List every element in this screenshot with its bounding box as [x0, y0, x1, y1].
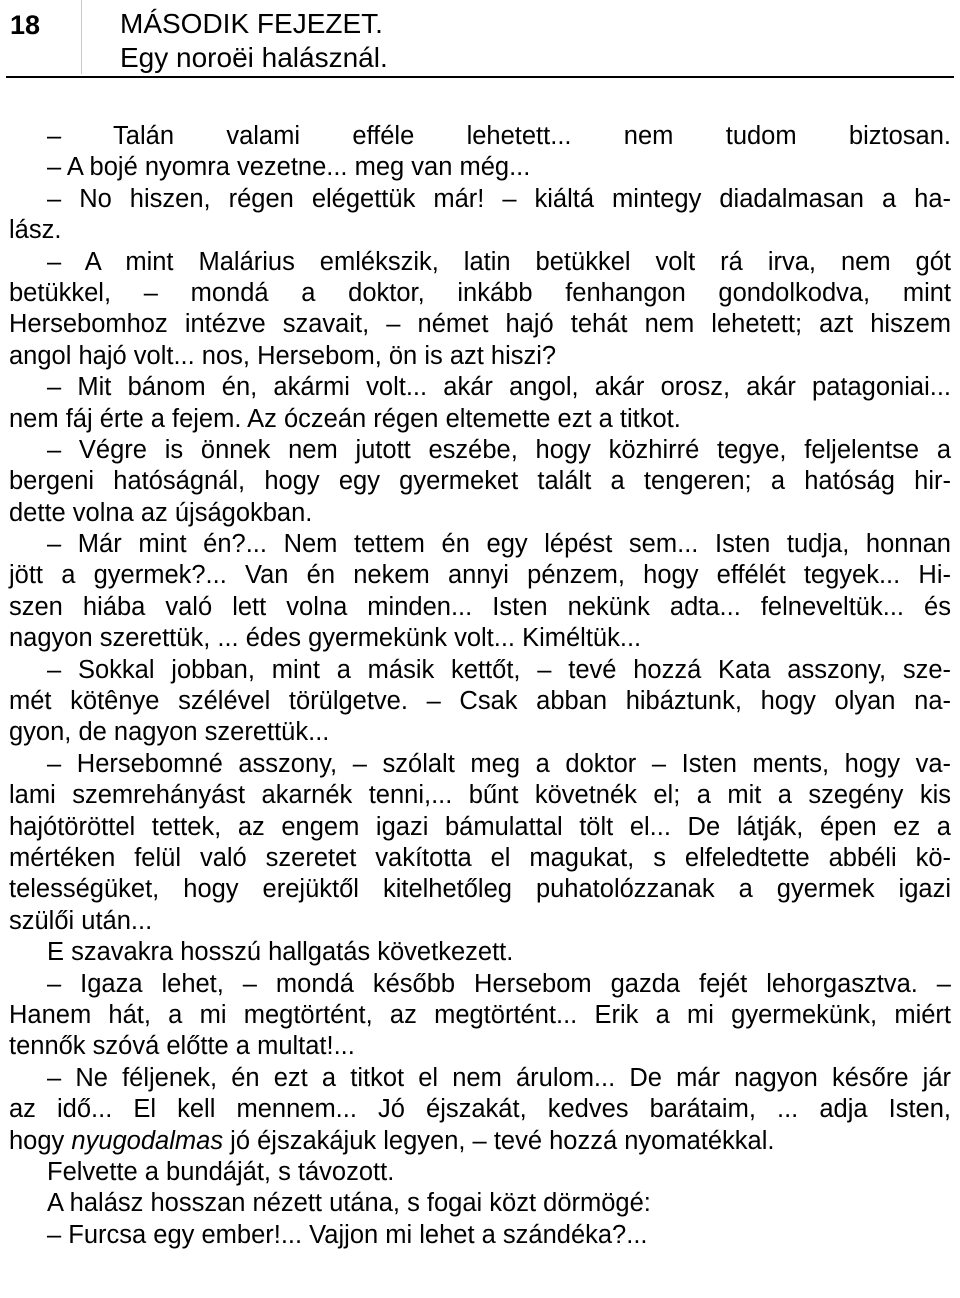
text-line: Felvette a bundáját, s távozott. [47, 1157, 395, 1186]
italic-word: nyugodalmas [71, 1126, 224, 1155]
text-line: – Igaza lehet, – mondá később Hersebom gazda fejét lehorgasztva. – [47, 969, 951, 998]
chapter-title: MÁSODIK FEJEZET. [120, 8, 383, 39]
text-line: – Furcsa egy ember!... Vajjon mi lehet a szándéka?... [47, 1220, 648, 1249]
text-line: gyon, de nagyon szerettük... [9, 718, 330, 747]
text-line: – Talán valami efféle lehetett... nem tudom biztosan. [47, 122, 951, 150]
text-line: – Ne féljenek, én ezt a titkot el nem árulom... De már nagyon későre jár [47, 1063, 951, 1092]
text-line: E szavakra hosszú hallgatás következett. [47, 938, 514, 967]
text-line: hajótöröttel tettek, az engem igazi bámulattal tölt el... De látják, épen ez a [9, 812, 951, 841]
text-line: – A bojé nyomra vezetne... meg van még... [47, 153, 531, 182]
text-line: hogy nyugodalmas jó éjszakájuk legyen, – tevé hozzá nyomatékkal. [9, 1126, 775, 1155]
text-line: – Végre is önnek nem jutott eszébe, hogy közhirré tegye, feljelentse a [47, 435, 951, 464]
body-text [9, 121, 951, 1251]
text-line: bergeni hatóságnál, hogy egy gyermeket talált a tengeren; a hatóság hir- [9, 467, 951, 496]
text-line: nem fáj érte a fejem. Az óczeán régen eltemette ezt a titkot. [9, 404, 681, 433]
text-line: – Sokkal jobban, mint a másik kettőt, – tevé hozzá Kata asszony, sze- [47, 655, 951, 684]
text-line: Hanem hát, a mi megtörtént, az megtörtént... Erik a mi gyermekünk, miért [9, 1000, 951, 1029]
text-line: az idő... El kell mennem... Jó éjszakát, kedves barátaim, ... adja Isten, [9, 1095, 951, 1124]
text-line: nagyon szerettük, ... édes gyermekünk volt... Kiméltük... [9, 624, 642, 653]
header-rule [6, 76, 954, 78]
running-title: Egy noroëi halásznál. [120, 42, 388, 73]
text-line: betükkel, – mondá a doktor, inkább fenhangon gondolkodva, mint [9, 278, 951, 307]
text-line: mértéken felül való szeretet vakította el magukat, s elfeledtette abbéli kö- [9, 843, 951, 872]
page-header [0, 0, 960, 80]
text-line: szülői után... [9, 906, 153, 935]
text-line: jött a gyermek?... Van én nekem annyi pénzem, hogy effélét tegyek... Hi- [9, 561, 951, 590]
text-line: – Már mint én?... Nem tettem én egy lépést sem... Isten tudja, honnan [47, 530, 951, 559]
text-line: A halász hosszan nézett utána, s fogai közt dörmögé: [47, 1189, 651, 1218]
header-divider [81, 0, 82, 74]
text-line: – Mit bánom én, akármi volt... akár angol, akár orosz, akár patagoniai... [47, 373, 951, 402]
text-line: dette volna az újságokban. [9, 498, 313, 527]
text-line: lász. [9, 216, 62, 245]
page-number: 18 [10, 10, 41, 40]
text-line: telességüket, hogy erejüktől kitelhetőleg puhatolózzanak a gyermek igazi [9, 875, 951, 904]
text-line: lami szemrehányást akarnék tenni,... bűnt követnék el; a mit a szegény kis [9, 781, 951, 810]
text-line: – A mint Malárius emlékszik, latin betükkel volt rá irva, nem gót [47, 247, 951, 276]
text-line: angol hajó volt... nos, Hersebom, ön is azt hiszi? [9, 341, 557, 370]
text-line: tennők szóvá előtte a multat!... [9, 1032, 355, 1061]
text-line: – Hersebomné asszony, – szólalt meg a doktor – Isten ments, hogy va- [47, 749, 951, 778]
text-line: mét kötênye szélével törülgetve. – Csak abban hibáztunk, hogy olyan na- [9, 687, 951, 716]
text-line: – No hiszen, régen elégettük már! – kiáltá mintegy diadalmasan a ha- [47, 184, 951, 213]
text-line: Hersebomhoz intézve szavait, – német hajó tehát nem lehetett; azt hiszem [9, 310, 951, 339]
text-line: szen hiába való lett volna minden... Isten nekünk adta... felneveltük... és [9, 592, 951, 621]
